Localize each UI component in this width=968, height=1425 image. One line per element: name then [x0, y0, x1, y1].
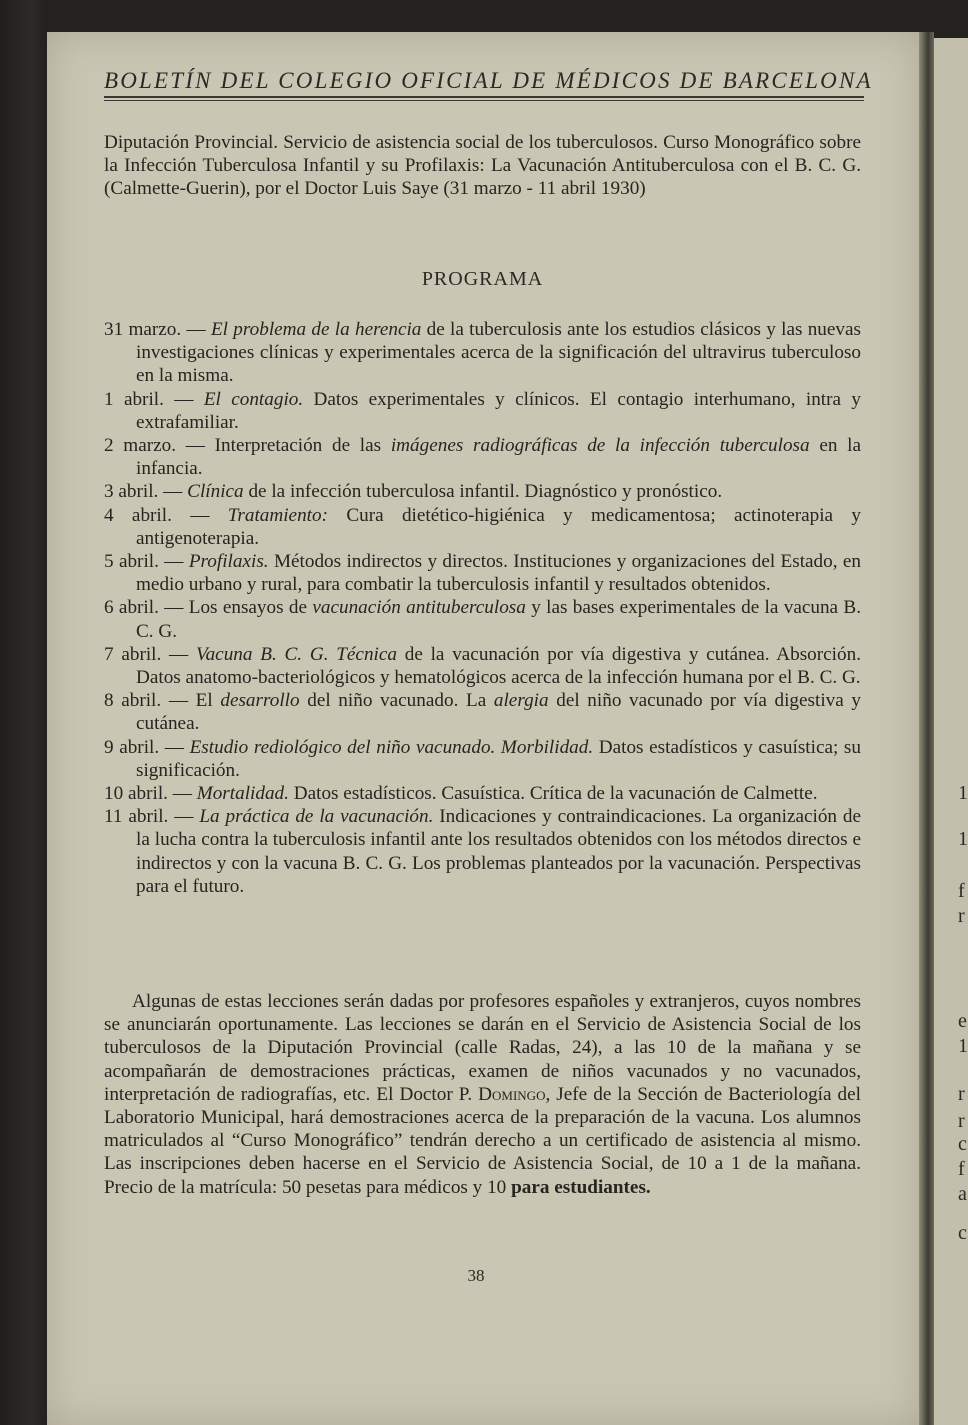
program-item-topic: desarrollo	[220, 690, 300, 712]
program-item-text: Datos estadísticos. Casuística. Crítica de la vacunación de Calmette.	[288, 783, 818, 805]
program-item-date: 7 abril. —	[104, 643, 189, 665]
program-item	[104, 480, 861, 503]
program-item-date: 1 abril. —	[104, 388, 194, 410]
program-item-date: 5 abril. —	[104, 551, 184, 573]
program-item-date: 9 abril. —	[104, 736, 184, 758]
adjacent-page-glyph: e	[958, 1010, 967, 1032]
program-item-text: de la vacunación por vía digestiva y cutánea. Absorción. Datos anatomo-bacteriológicos y hematológicos acerca de la infección humana por el B. C. G.	[136, 643, 861, 689]
adjacent-page-edge	[934, 38, 968, 1425]
program-item-topic: Mortalidad.	[196, 783, 289, 805]
program-item-topic: Clínica	[187, 481, 244, 503]
intro-paragraph	[104, 131, 861, 201]
closing-part-1: Algunas de estas lecciones serán dadas por profesores españoles y extranjeros, cuyos nombres se anunciarán oportunamente. Las lecciones se darán en el Servicio de Asistencia Social de los tuberculosos de la Diputación Provincial (calle Radas, 24), a las 10 de la mañana y se acompañarán de demostraciones prácticas, examen de niños vacunados y no vacunados, interpretación de radiografías, etc. El Doctor P.	[104, 991, 861, 1105]
intro-text: Diputación Provincial. Servicio de asistencia social de los tuberculosos. Curso Monográfico sobre la Infección Tuberculosa Infantil y su Profilaxis: La Vacunación Antituberculosa con el B. C. G. (Calmette-Guerin), por el Doctor Luis Saye (31 marzo - 11 abril 1930)	[104, 132, 861, 200]
program-item-topic: Profilaxis.	[188, 551, 269, 573]
program-item-text: de la infección tuberculosa infantil. Diagnóstico y pronóstico.	[243, 481, 723, 503]
program-item	[104, 782, 861, 805]
program-item-text: Datos estadísticos y casuística; su significación.	[136, 736, 861, 781]
book-gutter	[919, 32, 934, 1425]
program-item-date: 8 abril. —	[104, 690, 189, 712]
program-item-topic: Estudio rediológico del niño vacunado. Morbilidad.	[189, 736, 594, 758]
program-item-topic: vacunación antituberculosa	[312, 597, 526, 619]
program-item-text: Indicaciones y contraindicaciones. La organización de la lucha contra la tuberculosis infantil ante los resultados obtenidos con los métodos directos e indirectos y con la vacuna B. C. G. Los problemas planteados por la vacunación. Perspectivas para el futuro.	[136, 806, 862, 897]
program-item-date: 11 abril. —	[104, 806, 194, 828]
program-item	[104, 689, 861, 735]
program-item-date: 31 marzo. —	[104, 319, 206, 340]
program-item-text: Interpretación de las	[214, 435, 391, 457]
program-item-date: 2 marzo. —	[104, 435, 205, 457]
program-title: PROGRAMA	[421, 268, 544, 290]
program-item-text: El	[195, 690, 221, 712]
program-item	[104, 550, 861, 596]
adjacent-page-glyph: r	[958, 1110, 965, 1132]
adjacent-page-glyph: 1	[958, 782, 968, 804]
program-item	[104, 318, 861, 388]
program-item-text: de la tuberculosis ante los estudios clásicos y las nuevas investigaciones clínicas y experimentales acerca de la significación del ultravirus tuberculoso en la misma.	[136, 319, 861, 387]
program-item-date: 4 abril. —	[104, 504, 210, 526]
program-item-topic: La práctica de la vacunación.	[199, 806, 434, 828]
adjacent-page-glyph: a	[958, 1183, 967, 1205]
adjacent-page-glyph: 1	[958, 828, 968, 850]
program-item-topic: alergia	[493, 690, 549, 712]
doctor-name: Domingo	[478, 1083, 546, 1105]
program-item	[104, 388, 861, 434]
adjacent-page-glyph: f	[958, 880, 965, 902]
closing-paragraph	[104, 990, 861, 1199]
program-item	[104, 736, 861, 782]
closing-bold-end: para estudiantes.	[511, 1176, 651, 1198]
page-number: 38	[467, 1266, 485, 1285]
program-item	[104, 434, 861, 480]
program-item-text: Cura dietético-higiénica y medicamentosa; actinoterapia y antigenoterapia.	[136, 504, 862, 549]
program-item-text: en la infancia.	[136, 435, 861, 480]
program-item-text: y las bases experimentales de la vacuna B. C. G.	[136, 597, 861, 642]
program-item-topic: imágenes radiográficas de la infección tuberculosa	[390, 435, 810, 457]
adjacent-page-glyph: c	[958, 1222, 967, 1244]
program-item-text: del niño vacunado. La	[299, 690, 494, 712]
adjacent-page-glyph: f	[958, 1158, 965, 1180]
adjacent-page-glyph: r	[958, 1083, 965, 1105]
program-item-text: Métodos indirectos y directos. Instituciones y organizaciones del Estado, en medio urbano y rural, para combatir la tuberculosis infantil y resultados obtenidos.	[136, 551, 862, 596]
program-item-topic: El problema de la herencia	[210, 319, 422, 340]
program-item-topic: Tratamiento:	[227, 504, 328, 526]
adjacent-page-glyph: 1	[958, 1035, 968, 1057]
header-rule-bottom	[104, 100, 864, 101]
running-head: BOLETÍN DEL COLEGIO OFICIAL DE MÉDICOS DE BARCELONA	[104, 68, 873, 93]
program-item-date: 6 abril. —	[104, 597, 184, 619]
program-list	[104, 318, 861, 898]
program-item-date: 10 abril. —	[104, 783, 192, 805]
adjacent-page-glyph: r	[958, 905, 965, 927]
header-rule-top	[104, 96, 864, 98]
closing-part-2: , Jefe de la Sección de Bacteriología del Laboratorio Municipal, hará demostraciones acerca de la preparación de la vacuna. Los alumnos matriculados al “Curso Monográfico” tendrán derecho a un certificado de asistencia al mismo. Las inscripciones deben hacerse en el Servicio de Asistencia Social, de 10 a 1 de la mañana. Precio de la matrícula: 50 pesetas para médicos y 10	[104, 1083, 861, 1198]
program-item	[104, 805, 861, 898]
program-item	[104, 643, 861, 689]
program-item-text: Datos experimentales y clínicos. El contagio interhumano, intra y extrafamiliar.	[136, 388, 861, 433]
program-item-topic: Vacuna B. C. G. Técnica	[196, 643, 397, 665]
program-item-text: Los ensayos de	[188, 597, 313, 619]
program-item	[104, 504, 861, 550]
program-item	[104, 596, 861, 642]
program-item-date: 3 abril. —	[104, 481, 183, 503]
adjacent-page-glyph: c	[958, 1133, 967, 1155]
closing-text	[104, 990, 861, 1199]
program-item-topic: El contagio.	[203, 388, 304, 410]
program-item-text: del niño vacunado por vía digestiva y cutánea.	[136, 690, 861, 735]
